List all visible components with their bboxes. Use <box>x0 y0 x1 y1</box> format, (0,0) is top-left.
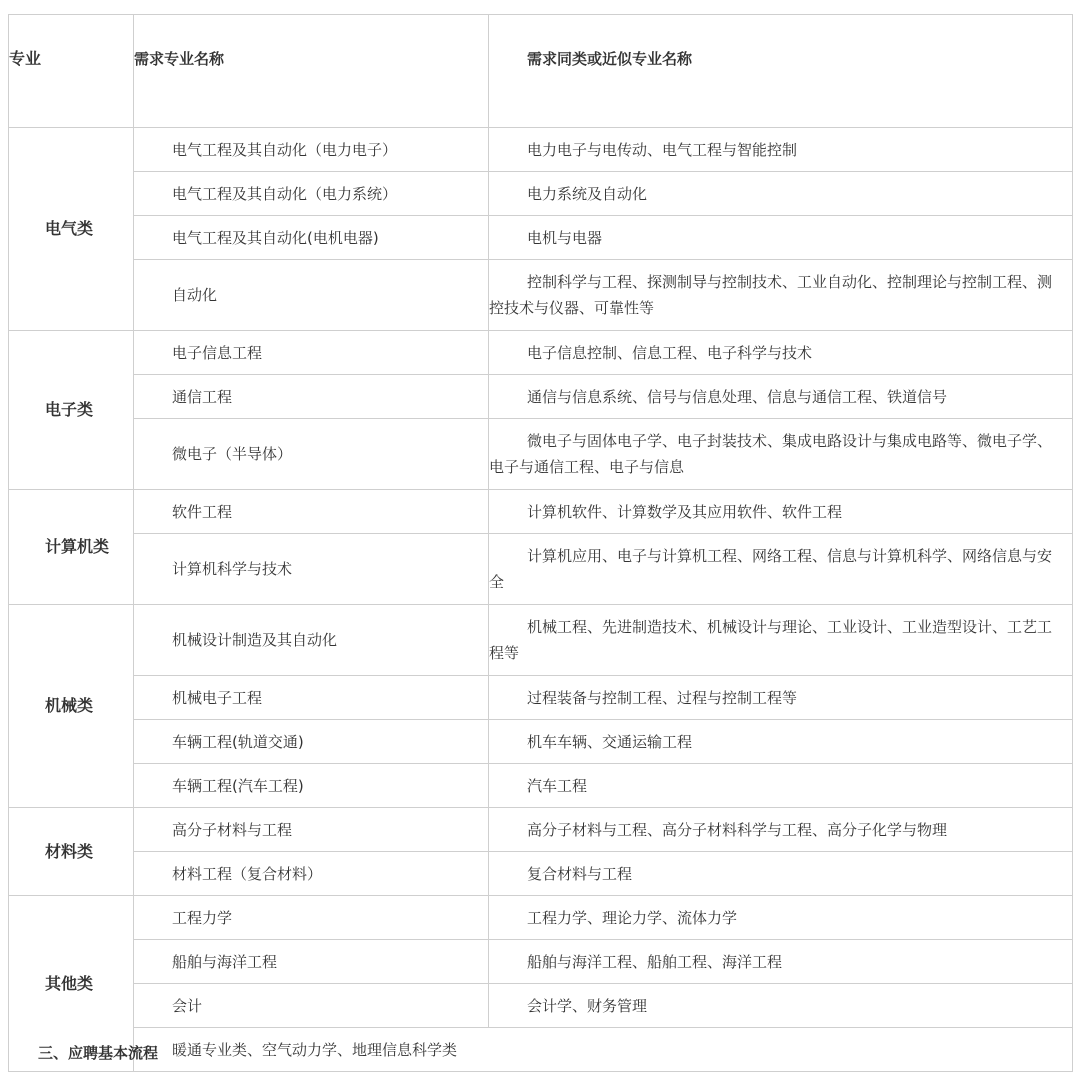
similar-major-cell: 计算机应用、电子与计算机工程、网络工程、信息与计算机科学、网络信息与安全 <box>489 534 1073 605</box>
required-major-cell: 船舶与海洋工程 <box>134 940 489 984</box>
header-required-major: 需求专业名称 <box>134 15 489 128</box>
table-row <box>9 720 1073 764</box>
required-major-cell: 电气工程及其自动化（电力系统） <box>134 172 489 216</box>
required-major-cell: 软件工程 <box>134 490 489 534</box>
required-major-cell: 机械设计制造及其自动化 <box>134 605 489 676</box>
merged-major-cell: 暖通专业类、空气动力学、地理信息科学类 <box>134 1028 1073 1072</box>
table-row <box>9 984 1073 1028</box>
required-major-cell: 电气工程及其自动化（电力电子） <box>134 128 489 172</box>
table-row <box>9 534 1073 605</box>
next-section-heading: 三、应聘基本流程 <box>38 1044 159 1062</box>
table-row <box>9 808 1073 852</box>
table-row <box>9 764 1073 808</box>
similar-major-cell: 电机与电器 <box>489 216 1073 260</box>
similar-major-cell: 机械工程、先进制造技术、机械设计与理论、工业设计、工业造型设计、工艺工程等 <box>489 605 1073 676</box>
required-major-cell: 高分子材料与工程 <box>134 808 489 852</box>
required-major-cell: 材料工程（复合材料） <box>134 852 489 896</box>
similar-major-cell: 过程装备与控制工程、过程与控制工程等 <box>489 676 1073 720</box>
similar-major-cell: 高分子材料与工程、高分子材料科学与工程、高分子化学与物理 <box>489 808 1073 852</box>
table-row <box>9 128 1073 172</box>
table-row <box>9 419 1073 490</box>
required-major-cell: 车辆工程(轨道交通) <box>134 720 489 764</box>
similar-major-cell: 船舶与海洋工程、船舶工程、海洋工程 <box>489 940 1073 984</box>
category-cell: 其他类 <box>9 896 134 1072</box>
similar-major-cell: 通信与信息系统、信号与信息处理、信息与通信工程、铁道信号 <box>489 375 1073 419</box>
similar-major-cell: 会计学、财务管理 <box>489 984 1073 1028</box>
similar-major-cell: 电力电子与电传动、电气工程与智能控制 <box>489 128 1073 172</box>
table-row <box>9 375 1073 419</box>
required-major-cell: 机械电子工程 <box>134 676 489 720</box>
table-row <box>9 852 1073 896</box>
category-cell: 机械类 <box>9 605 134 808</box>
table-row <box>9 490 1073 534</box>
required-major-cell: 通信工程 <box>134 375 489 419</box>
table-row <box>9 216 1073 260</box>
required-major-cell: 自动化 <box>134 260 489 331</box>
required-major-cell: 计算机科学与技术 <box>134 534 489 605</box>
required-major-cell: 电子信息工程 <box>134 331 489 375</box>
similar-major-cell: 汽车工程 <box>489 764 1073 808</box>
table-header-row <box>9 15 1073 128</box>
header-major: 专业 <box>9 15 134 128</box>
table-row <box>9 172 1073 216</box>
similar-major-cell: 工程力学、理论力学、流体力学 <box>489 896 1073 940</box>
category-cell: 材料类 <box>9 808 134 896</box>
majors-table <box>8 14 1073 1072</box>
table-row <box>9 331 1073 375</box>
similar-major-cell: 微电子与固体电子学、电子封装技术、集成电路设计与集成电路等、微电子学、电子与通信工程、电子与信息 <box>489 419 1073 490</box>
category-cell: 电气类 <box>9 128 134 331</box>
table-row <box>9 676 1073 720</box>
similar-major-cell: 控制科学与工程、探测制导与控制技术、工业自动化、控制理论与控制工程、测控技术与仪器、可靠性等 <box>489 260 1073 331</box>
required-major-cell: 电气工程及其自动化(电机电器) <box>134 216 489 260</box>
required-major-cell: 微电子（半导体） <box>134 419 489 490</box>
header-similar-major: 需求同类或近似专业名称 <box>489 15 1073 128</box>
category-cell: 电子类 <box>9 331 134 490</box>
required-major-cell: 车辆工程(汽车工程) <box>134 764 489 808</box>
similar-major-cell: 计算机软件、计算数学及其应用软件、软件工程 <box>489 490 1073 534</box>
table-row <box>9 605 1073 676</box>
table-row <box>9 260 1073 331</box>
similar-major-cell: 电子信息控制、信息工程、电子科学与技术 <box>489 331 1073 375</box>
required-major-cell: 工程力学 <box>134 896 489 940</box>
table-row <box>9 940 1073 984</box>
table-row <box>9 1028 1073 1072</box>
similar-major-cell: 复合材料与工程 <box>489 852 1073 896</box>
category-cell: 计算机类 <box>9 490 134 605</box>
similar-major-cell: 电力系统及自动化 <box>489 172 1073 216</box>
similar-major-cell: 机车车辆、交通运输工程 <box>489 720 1073 764</box>
table-row <box>9 896 1073 940</box>
required-major-cell: 会计 <box>134 984 489 1028</box>
